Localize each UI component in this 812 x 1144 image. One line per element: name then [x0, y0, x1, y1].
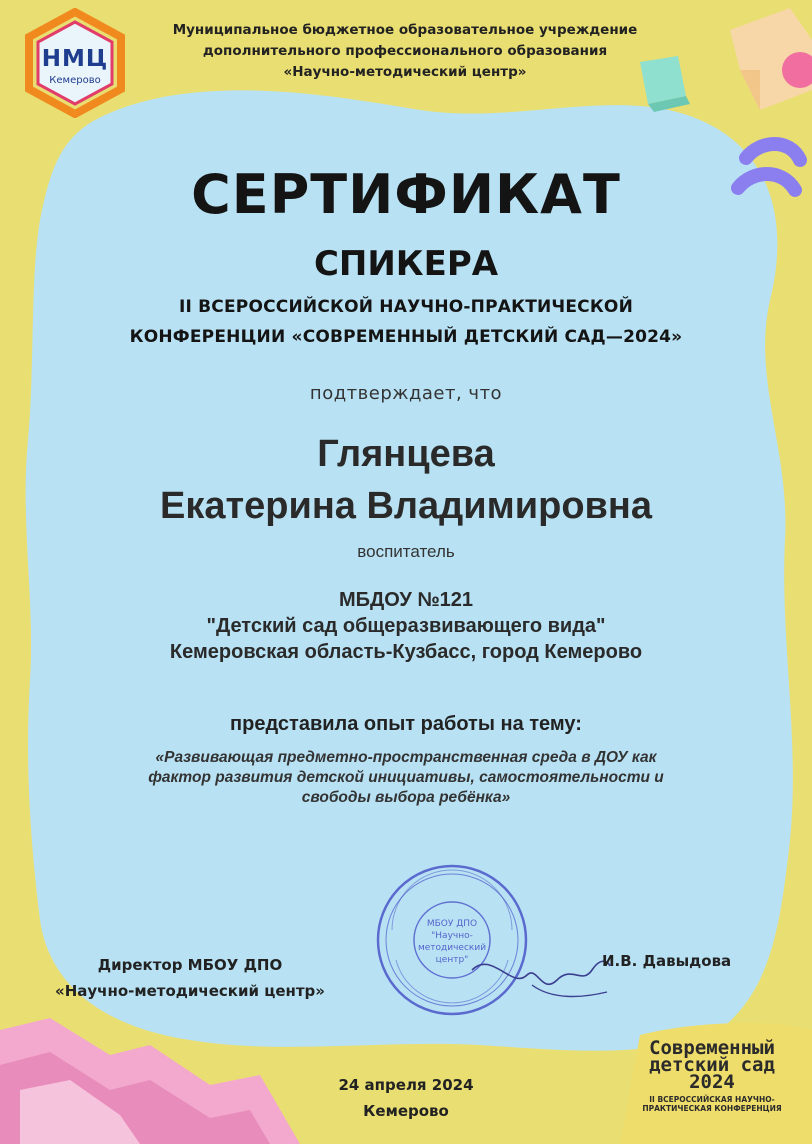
corner-sub-2: ПРАКТИЧЕСКАЯ КОНФЕРЕНЦИЯ — [642, 1104, 782, 1113]
official-stamp — [372, 860, 532, 1020]
topic-intro: представила опыт работы на тему: — [230, 713, 582, 735]
recipient-surname: Глянцева — [317, 433, 495, 475]
institution-line-3: Кемеровская область-Кузбасс, город Кемерово — [169, 641, 643, 663]
issue-city: Кемерово — [363, 1102, 449, 1120]
topic-line-1: «Развивающая предметно-пространственная среда в ДОУ как — [155, 749, 657, 766]
certificate-title: СЕРТИФИКАТ — [191, 163, 621, 226]
org-line-3: «Научно-методический центр» — [283, 64, 527, 80]
topic-text — [0, 748, 812, 808]
stamp-line-2: "Научно- — [431, 931, 473, 941]
org-line-1: Муниципальное бюджетное образовательное учреждение — [172, 22, 638, 38]
recipient-given-names: Екатерина Владимировна — [160, 485, 652, 527]
signer-name: И.В. Давыдова — [602, 952, 732, 970]
topic-line-2: фактор развития детской инициативы, самостоятельности и — [148, 769, 664, 786]
corner-line-3: 2024 — [689, 1071, 735, 1093]
conference-corner-logo — [620, 1037, 804, 1113]
director-line-1: Директор МБОУ ДПО — [97, 956, 283, 974]
stamp-line-1: МБОУ ДПО — [426, 919, 478, 929]
recipient-position: воспитатель — [357, 542, 455, 561]
logo-city: Кемерово — [49, 75, 101, 86]
corner-line-2: детский сад — [649, 1054, 775, 1076]
conference-line-2: КОНФЕРЕНЦИИ «СОВРЕМЕННЫЙ ДЕТСКИЙ САД—2024» — [129, 327, 683, 347]
recipient-name — [0, 428, 812, 532]
institution-line-2: "Детский сад общеразвивающего вида" — [206, 615, 606, 637]
topic-line-3: свободы выбора ребёнка» — [301, 789, 511, 806]
corner-subtitle — [620, 1095, 804, 1113]
conference-line-1: II ВСЕРОССИЙСКОЙ НАУЧНО-ПРАКТИЧЕСКОЙ — [178, 297, 634, 317]
logo-title: НМЦ — [41, 46, 109, 72]
organization-header — [140, 20, 670, 83]
org-line-2: дополнительного профессионального образования — [202, 43, 608, 59]
institution-line-1: МБДОУ №121 — [338, 589, 473, 611]
corner-sub-1: II ВСЕРОССИЙСКАЯ НАУЧНО- — [649, 1095, 775, 1104]
stamp-line-3: методический — [417, 943, 487, 953]
stamp-line-4: центр" — [435, 955, 469, 965]
nmc-logo — [20, 8, 130, 118]
institution-block — [0, 587, 812, 665]
director-line-2: «Научно-методический центр» — [55, 982, 325, 1000]
certificate-subtitle: СПИКЕРА — [313, 244, 499, 284]
conference-name — [0, 292, 812, 352]
director-block — [30, 952, 350, 1004]
confirms-text: подтверждает, что — [309, 383, 503, 404]
issue-date: 24 апреля 2024 — [338, 1076, 474, 1094]
corner-line-1: Современный — [649, 1037, 775, 1059]
